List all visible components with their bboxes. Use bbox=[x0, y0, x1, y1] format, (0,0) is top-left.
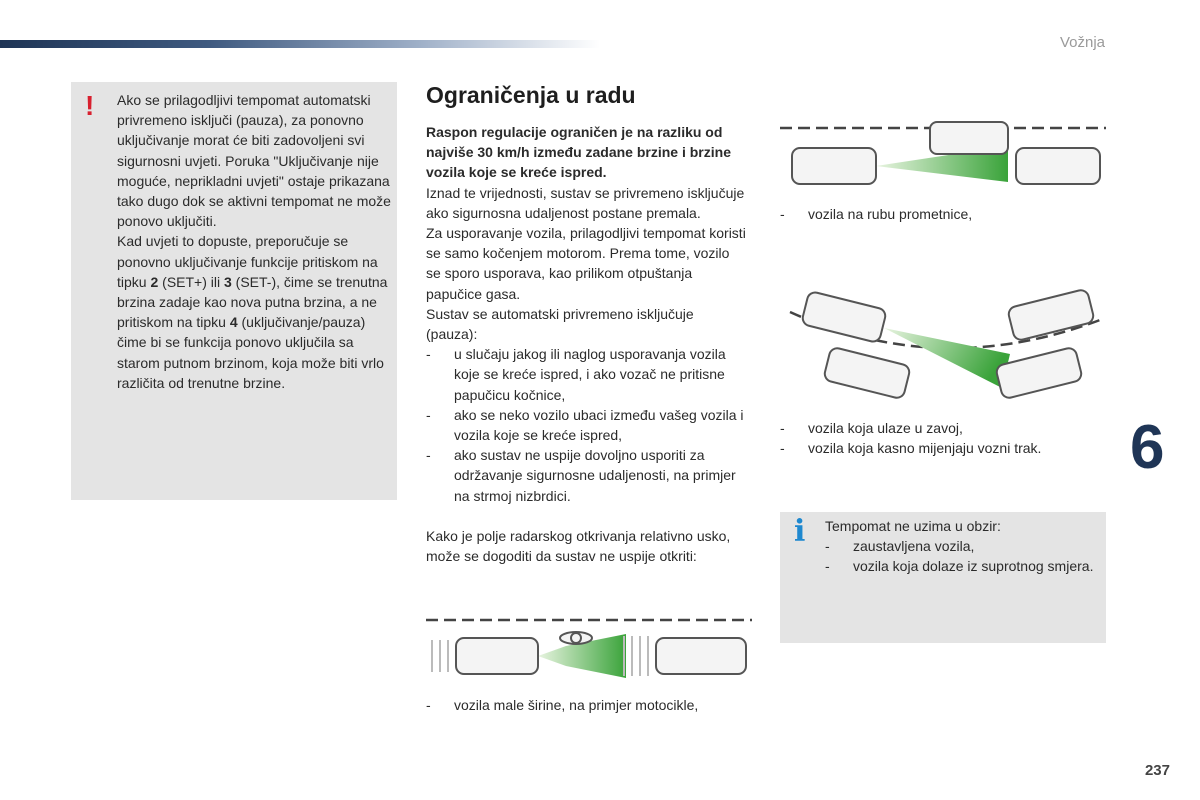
section-title: Vožnja bbox=[1059, 34, 1105, 51]
list-item-text: u slučaju jakog ili naglog usporavanja vozila koje se kreće ispred, i ako vozač ne pritisne papučicu kočnice, bbox=[454, 346, 726, 403]
warning-text-part: (uključivanje/pauza) čime bi se funkcija ponovo uključila sa starom putnom brzinom, koja može biti vrlo različita od trenutne brzine. bbox=[117, 314, 384, 391]
caption-bend bbox=[780, 418, 963, 438]
list-item bbox=[825, 536, 1095, 556]
paragraph-1: Iznad te vrijednosti, sustav se privremeno isključuje ako sigurnosna udaljenost postane premala. bbox=[426, 184, 745, 221]
roadside-vehicle bbox=[930, 122, 1008, 154]
list-dash: - bbox=[825, 538, 830, 555]
caption-dash: - bbox=[780, 420, 785, 436]
list-item bbox=[426, 405, 746, 445]
paragraph-2: Za usporavanje vozila, prilagodljivi tempomat koristi se samo kočenjem motorom. Prema tome, vozilo se sporo usporava, kao prilikom otpuštanja papučice gasa. bbox=[426, 225, 746, 302]
own-vehicle bbox=[792, 148, 876, 184]
caption-dash: - bbox=[780, 206, 785, 222]
caption-text: vozila na rubu prometnice, bbox=[808, 206, 973, 222]
caption-text: vozila koja ulaze u zavoj, bbox=[808, 420, 963, 436]
lead-vehicle bbox=[1016, 148, 1100, 184]
roadside-diagram bbox=[780, 120, 1106, 195]
page-number: 237 bbox=[1144, 762, 1170, 779]
list-item bbox=[426, 344, 746, 405]
list-item bbox=[825, 556, 1095, 576]
list-item-text: ako sustav ne uspije dovoljno usporiti za održavanje sigurnosne udaljenosti, na primjer na strmoj nizbrdici. bbox=[454, 447, 736, 504]
own-vehicle bbox=[801, 291, 887, 343]
own-vehicle bbox=[456, 638, 538, 674]
caption-dash: - bbox=[780, 440, 785, 456]
chapter-number: 6 bbox=[1130, 413, 1165, 482]
info-icon: i bbox=[794, 514, 806, 549]
info-list bbox=[825, 536, 1095, 576]
page-title: Ograničenja u radu bbox=[426, 82, 636, 108]
motorcycle-diagram bbox=[426, 614, 752, 684]
warning-paragraph-2 bbox=[117, 231, 395, 393]
paragraph-3: Sustav se automatski privremeno isključuje (pauza): bbox=[426, 305, 694, 343]
list-dash: - bbox=[825, 558, 830, 575]
list-dash: - bbox=[426, 447, 431, 464]
warning-icon: ! bbox=[85, 90, 95, 121]
pause-conditions-list bbox=[426, 344, 746, 506]
caption-lane-change bbox=[780, 438, 1041, 458]
caption-dash: - bbox=[426, 697, 431, 713]
list-item-text: ako se neko vozilo ubaci između vašeg vozila i vozila koje se kreće ispred, bbox=[454, 406, 744, 444]
key-3: 3 bbox=[224, 273, 232, 290]
list-dash: - bbox=[426, 346, 431, 363]
main-column bbox=[426, 80, 746, 566]
warning-text bbox=[117, 90, 395, 393]
bend-vehicle bbox=[1007, 289, 1095, 342]
list-dash: - bbox=[426, 406, 431, 423]
caption-text: vozila male širine, na primjer motocikle, bbox=[454, 697, 699, 713]
header-gradient-bar bbox=[0, 40, 600, 48]
warning-text-part: (SET+) ili bbox=[158, 273, 224, 290]
warning-text-part: (SET-), čime se trenutna brzina zadaje kao nova putna brzina, a ne pritiskom na tipku bbox=[117, 273, 388, 331]
caption-roadside bbox=[780, 204, 972, 224]
info-text bbox=[825, 516, 1095, 577]
lead-vehicle bbox=[656, 638, 746, 674]
caption-motorcycle bbox=[426, 695, 698, 715]
lead-paragraph: Raspon regulacije ograničen je na razliku od najviše 30 km/h između zadane brzine i brzine vozila koje se kreće ispred. bbox=[426, 124, 731, 181]
list-item-text: vozila koja dolaze iz suprotnog smjera. bbox=[853, 558, 1094, 575]
lane-change-vehicle bbox=[823, 347, 911, 400]
warning-paragraph-1: Ako se prilagodljivi tempomat automatski privremeno isključi (pauza), za ponovno uključivanje morat će biti zadovoljeni svi sigurnosni uvjeti. Poruka "Uključivanje nije moguće, neprikladni uvjeti" ostaje prikazana tako dugo dok se aktivni tempomat ne može ponovo uključiti. bbox=[117, 92, 391, 230]
warning-text-part: Kad uvjeti to dopuste, preporučuje se ponovno uključivanje funkcije pritiskom na tipku bbox=[117, 233, 378, 290]
list-item-text: zaustavljena vozila, bbox=[853, 538, 975, 555]
paragraph-4: Kako je polje radarskog otkrivanja relativno usko, može se dogoditi da sustav ne uspije otkriti: bbox=[426, 527, 731, 565]
caption-text: vozila koja kasno mijenjaju vozni trak. bbox=[808, 440, 1042, 456]
info-intro: Tempomat ne uzima u obzir: bbox=[825, 518, 1001, 534]
key-2: 2 bbox=[150, 273, 159, 290]
list-item bbox=[426, 445, 746, 506]
motorcycle-icon bbox=[560, 632, 592, 644]
bend-diagram bbox=[780, 284, 1106, 408]
key-4: 4 bbox=[229, 314, 238, 331]
